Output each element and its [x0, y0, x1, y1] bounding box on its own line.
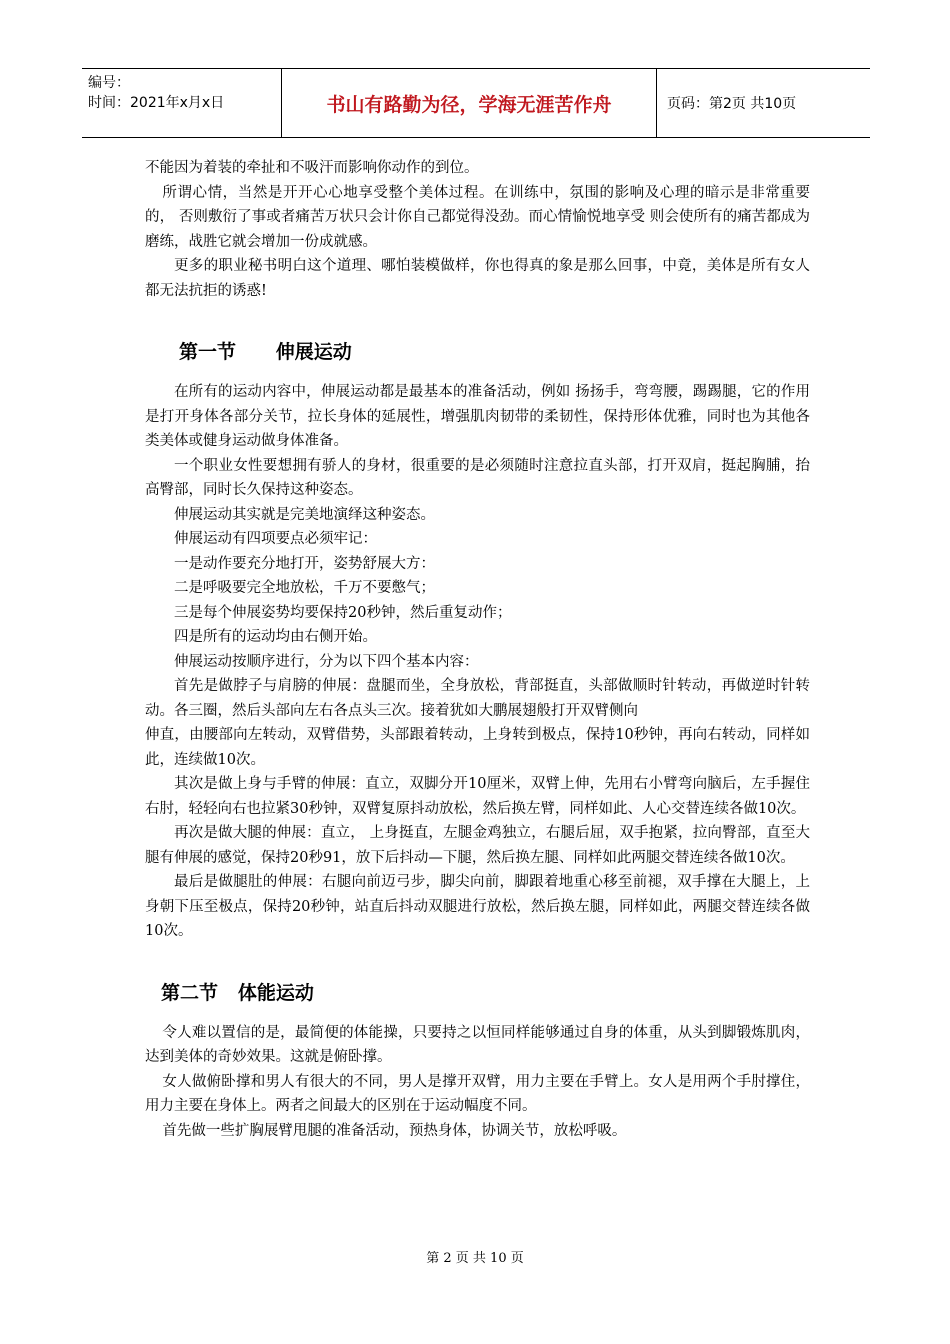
header-meta	[82, 69, 282, 137]
body-paragraph: 伸展运动有四项要点必须牢记：	[174, 531, 377, 547]
body-paragraph: 再次是做大腿的伸展：直立， 上身挺直，左腿金鸡独立，右腿后屈，双手抱紧，拉向臀部，直至大腿有伸展的感觉，保持20秒91，放下后抖动—下腿，然后换左腿、同样如此两腿交替连续各做10次。	[145, 825, 810, 866]
page-header	[82, 68, 870, 138]
document-body	[145, 156, 810, 1143]
body-paragraph: 首先是做脖子与肩膀的伸展：盘腿而坐，全身放松，背部挺直，头部做顺时针转动，再做逆时针转动。各三圈，然后头部向左右各点头三次。接着犹如大鹏展翅般打开双臂侧向	[145, 678, 810, 719]
body-paragraph: 伸展运动其实就是完美地演绎这种姿态。	[174, 506, 435, 523]
body-paragraph: 在所有的运动内容中，伸展运动都是最基本的准备活动，例如 扬扬手，弯弯腰，踢踢腿，它的作用是打开身体各部分关节，拉长身体的延展性，增强肌肉韧带的柔韧性，保持形体优雅，同时也为其他各类美体或健身运动做身体准备。	[145, 384, 810, 449]
body-paragraph: 伸展运动按顺序进行，分为以下四个基本内容：	[174, 653, 479, 670]
page-footer: 第 2 页 共 10 页	[426, 1251, 524, 1266]
list-item: 二是呼吸要完全地放松，千万不要憋气；	[174, 580, 435, 596]
list-item: 四是所有的运动均由右侧开始。	[174, 629, 377, 645]
body-paragraph: 一个职业女性要想拥有骄人的身材，很重要的是必须随时注意拉直头部，打开双肩，挺起胸脯，抬高臀部，同时长久保持这种姿态。	[145, 457, 810, 498]
body-paragraph: 伸直，由腰部向左转动，双臂借势，头部跟着转动，上身转到极点，保持10秒钟，再向右转动，同样如此，连续做10次。	[145, 727, 810, 768]
body-paragraph: 首先做一些扩胸展臂甩腿的准备活动，预热身体，协调关节，放松呼吸。	[162, 1122, 627, 1139]
document-number: 编号：	[88, 75, 130, 91]
body-paragraph: 令人难以置信的是，最简便的体能操，只要持之以恒同样能够通过自身的体重，从头到脚锻炼肌肉，达到美体的奇妙效果。这就是俯卧撑。	[145, 1024, 810, 1065]
header-page-number: 页码：第2页 共10页	[667, 96, 797, 112]
body-paragraph: 女人做俯卧撑和男人有很大的不同，男人是撑开双臂，用力主要在手臂上。女人是用两个手肘撑住，用力主要在身体上。两者之间最大的区别在于运动幅度不同。	[145, 1073, 810, 1114]
intro-paragraph: 更多的职业秘书明白这个道理、哪怕装模做样，你也得真的象是那么回事，中竟，美体是所有女人都无法抗拒的诱惑!	[145, 258, 810, 299]
document-date: 时间：2021年x月x日	[88, 95, 225, 111]
header-motto: 书山有路勤为径，学海无涯苦作舟	[282, 69, 657, 137]
body-paragraph: 其次是做上身与手臂的伸展：直立，双脚分开10厘米，双臂上伸，先用右小臂弯向脑后，左手握住右肘，轻轻向右也拉紧30秒钟，双臂复原抖动放松，然后换左臂，同样如此、人心交替连续各做10次。	[145, 776, 810, 817]
body-paragraph: 最后是做腿肚的伸展：右腿向前迈弓步，脚尖向前，脚跟着地重心移至前褪，双手撑在大腿上，上身朝下压至极点，保持20秒钟，站直后抖动双腿进行放松，然后换左腿，同样如此，两腿交替连续各做10次。	[145, 874, 810, 939]
list-item: 三是每个伸展姿势均要保持20秒钟，然后重复动作；	[174, 604, 512, 621]
intro-paragraph: 所谓心情，当然是开开心心地享受整个美体过程。在训练中，氛围的影响及心理的暗示是非常重要的， 否则敷衍了事或者痛苦万状只会计你自己都觉得没劲。而心情愉悦地享受 则会使所有的痛苦都成为磨练，战胜它就会增加一份成就感。	[145, 184, 810, 250]
section-heading-fitness: 第二节 体能运动	[161, 981, 314, 1004]
section-heading-stretching: 第一节 伸展运动	[179, 341, 352, 363]
list-item: 一是动作要充分地打开，姿势舒展大方：	[174, 555, 435, 572]
intro-paragraph: 不能因为着装的牵扯和不吸汗而影响你动作的到位。	[145, 160, 479, 176]
